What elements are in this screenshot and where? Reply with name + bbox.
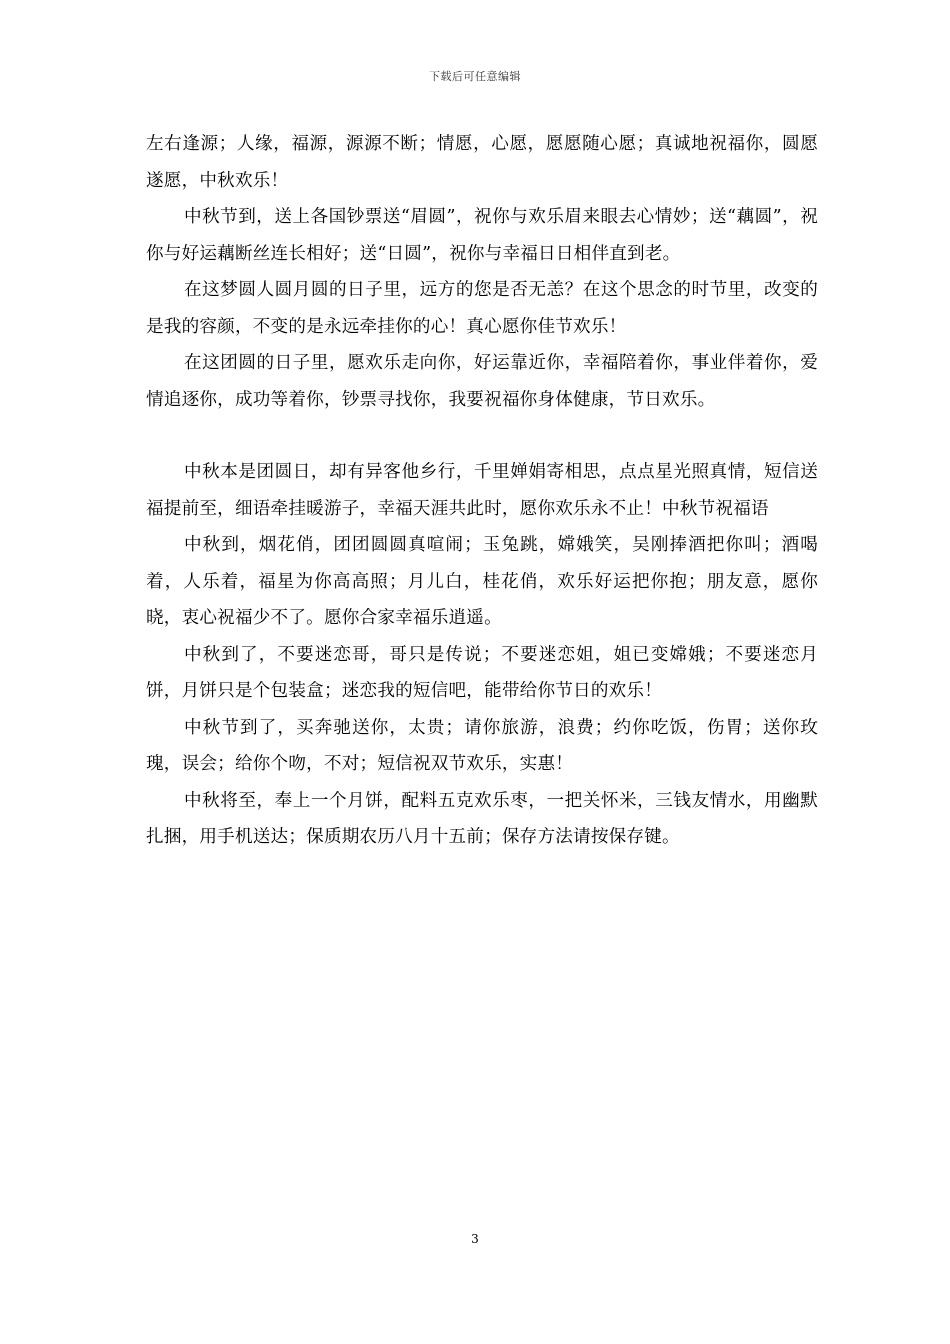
- paragraph-8: 中秋节到了，买奔驰送你，太贵；请你旅游，浪费；约你吃饭，伤胃；送你玫瑰，误会；给你个吻，不对；短信祝双节欢乐，实惠！: [146, 717, 818, 774]
- paragraph-spacer: [146, 418, 818, 454]
- paragraph-9: 中秋将至，奉上一个月饼，配料五克欢乐枣，一把关怀米，三钱友情水，用幽默扎捆，用手机送达；保质期农历八月十五前；保存方法请按保存键。: [146, 790, 818, 847]
- document-body: [146, 126, 818, 856]
- paragraph-5: 中秋本是团圆日，却有异客他乡行，千里婵娟寄相思，点点星光照真情，短信送福提前至，细语牵挂暖游子，幸福天涯共此时，愿你欢乐永不止！中秋节祝福语: [146, 462, 818, 519]
- paragraph-4: 在这团圆的日子里，愿欢乐走向你，好运靠近你，幸福陪着你，事业伴着你，爱情追逐你，成功等着你，钞票寻找你，我要祝福你身体健康，节日欢乐。: [146, 353, 818, 410]
- paragraph-7: 中秋到了，不要迷恋哥，哥只是传说；不要迷恋姐，姐已变嫦娥；不要迷恋月饼，月饼只是个包装盒；迷恋我的短信吧，能带给你节日的欢乐！: [146, 644, 818, 701]
- paragraph-2: 中秋节到，送上各国钞票送“眉圆”，祝你与欢乐眉来眼去心情妙；送“藕圆”，祝你与好运藕断丝连长相好；送“日圆”，祝你与幸福日日相伴直到老。: [146, 207, 818, 264]
- paragraph-6: 中秋到，烟花俏，团团圆圆真喧闹；玉兔跳，嫦娥笑，吴刚捧酒把你叫；酒喝着，人乐着，福星为你高高照；月儿白，桂花俏，欢乐好运把你抱；朋友意，愿你晓，衷心祝福少不了。愿你合家幸福乐逍遥。: [146, 535, 818, 628]
- page-number: 3: [471, 1232, 479, 1246]
- paragraph-1: 左右逢源；人缘，福源，源源不断；情愿，心愿，愿愿随心愿；真诚地祝福你，圆愿遂愿，中秋欢乐！: [146, 134, 818, 191]
- paragraph-3: 在这梦圆人圆月圆的日子里，远方的您是否无恙？在这个思念的时节里，改变的是我的容颜，不变的是永远牵挂你的心！真心愿你佳节欢乐！: [146, 280, 818, 337]
- document-header-note: 下载后可任意编辑: [429, 70, 521, 83]
